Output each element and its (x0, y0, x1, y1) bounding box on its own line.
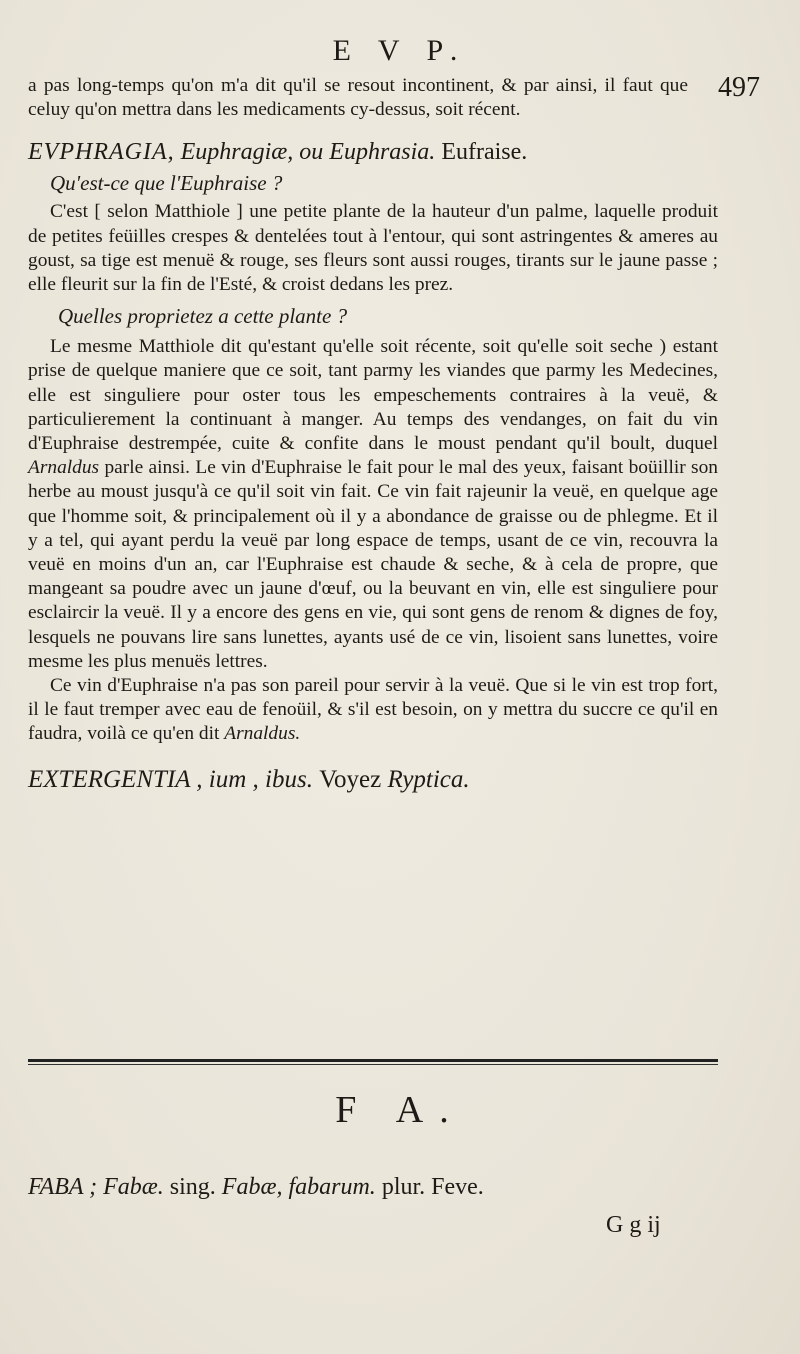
plural-label: plur. (381, 1174, 426, 1200)
entry-french-term: Feve. (431, 1174, 484, 1200)
entry-french-term: Eufraise. (441, 139, 528, 166)
body-text (28, 74, 718, 795)
paragraph-text: Le mesme Matthiole dit qu'estant qu'elle soit récente, soit qu'elle soit seche ) estant prise de quelque maniere que ce soit, tant parmy les viandes que parmy les Medecines, elle est singuliere pour oster tous les empeschements contraires à la veuë, & particulierement la continuant à manger. Au temps des vendanges, on fait du vin d'Euphraise destrempée, cuite & confite dans le moust pendant qu'il boult, duquel (28, 336, 718, 455)
xref-target: Ryptica. (387, 765, 470, 793)
section-divider (28, 1059, 718, 1065)
section-letter-heading: F A. (335, 1089, 465, 1131)
xref-label: Voyez (319, 765, 382, 793)
author-name: Arnaldus. (224, 723, 301, 745)
xref-headword: EXTERGENTIA , ium , ibus. (28, 765, 313, 793)
entry-plural-forms: Fabæ, fabarum. (221, 1174, 376, 1200)
paragraph-properties (28, 335, 718, 674)
paragraph-text: Ce vin d'Euphraise n'a pas son pareil pour servir à la veuë. Que si le vin est trop fort, il le faut tremper avec eau de fenoüil, & s'il est besoin, on y mettra du succre ce qu'il en faudra, voilà ce qu'en dit (28, 675, 718, 745)
paragraph-closing (28, 674, 718, 747)
entry-faba (28, 1172, 718, 1202)
signature-mark: G g ij (606, 1212, 661, 1238)
entry-genitive: Fabæ. (103, 1174, 164, 1200)
author-name: Arnaldus (28, 457, 100, 479)
paragraph-continuation: a pas long-temps qu'on m'a dit qu'il se resout incontinent, & par ainsi, il faut que celuy qu'on mettra dans les medicaments cy-dessus, soit récent. (28, 75, 688, 121)
cross-reference-entry (28, 765, 718, 795)
paragraph-text: parle ainsi. Le vin d'Euphraise le fait pour le mal des yeux, faisant boüillir son herbe au moust jusqu'à ce qu'il soit vin fait. Ce vin fait rajeunir la veuë, en quelque age que l'homme soit, & principalement où il y a abondance de graisse ou de phlegme. Et il y a tel, qui ayant perdu la veuë par long espace de temps, usant de ce vin, recouvra la veuë en moins d'un an, car l'Euphraise est chaude & seche, & à cela de propre, que mangeant sa poudre avec un jaune d'œuf, ou la beuvant en vin, elle est singuliere pour esclaircir la veuë. Il y a encore des gens en vie, qui sont gens de renom & dignes de foy, lesquels ne pouvans lire sans lunettes, ayants usé de ce vin, lisoient sans lunettes, voire mesme les plus menuës lettres. (28, 457, 718, 672)
entry-headword: FABA ; (28, 1174, 98, 1200)
paragraph-description: C'est [ selon Matthiole ] une petite plante de la hauteur d'un palme, laquelle produit de petites feüilles crespes & dentelées tout à l'entour, qui sont astringentes & ameres au goust, sa tige est menuë & rouge, ses fleurs sont aussi rouges, tirants sur le jaune passe ; elle fleurit sur la fin de l'Esté, & croist dedans les prez. (28, 201, 718, 296)
question-heading: Qu'est-ce que l'Euphraise ? (50, 171, 283, 196)
entry-variants: Euphragiæ, ou Euphrasia. (180, 139, 436, 166)
page-number: 497 (718, 72, 760, 103)
running-head: E V P. (332, 34, 468, 67)
question-heading: Quelles proprietez a cette plante ? (58, 304, 348, 329)
entry-heading-euphragia (28, 138, 718, 166)
entry-headword: EVPHRAGIA, (28, 139, 175, 166)
singular-label: sing. (169, 1174, 216, 1200)
